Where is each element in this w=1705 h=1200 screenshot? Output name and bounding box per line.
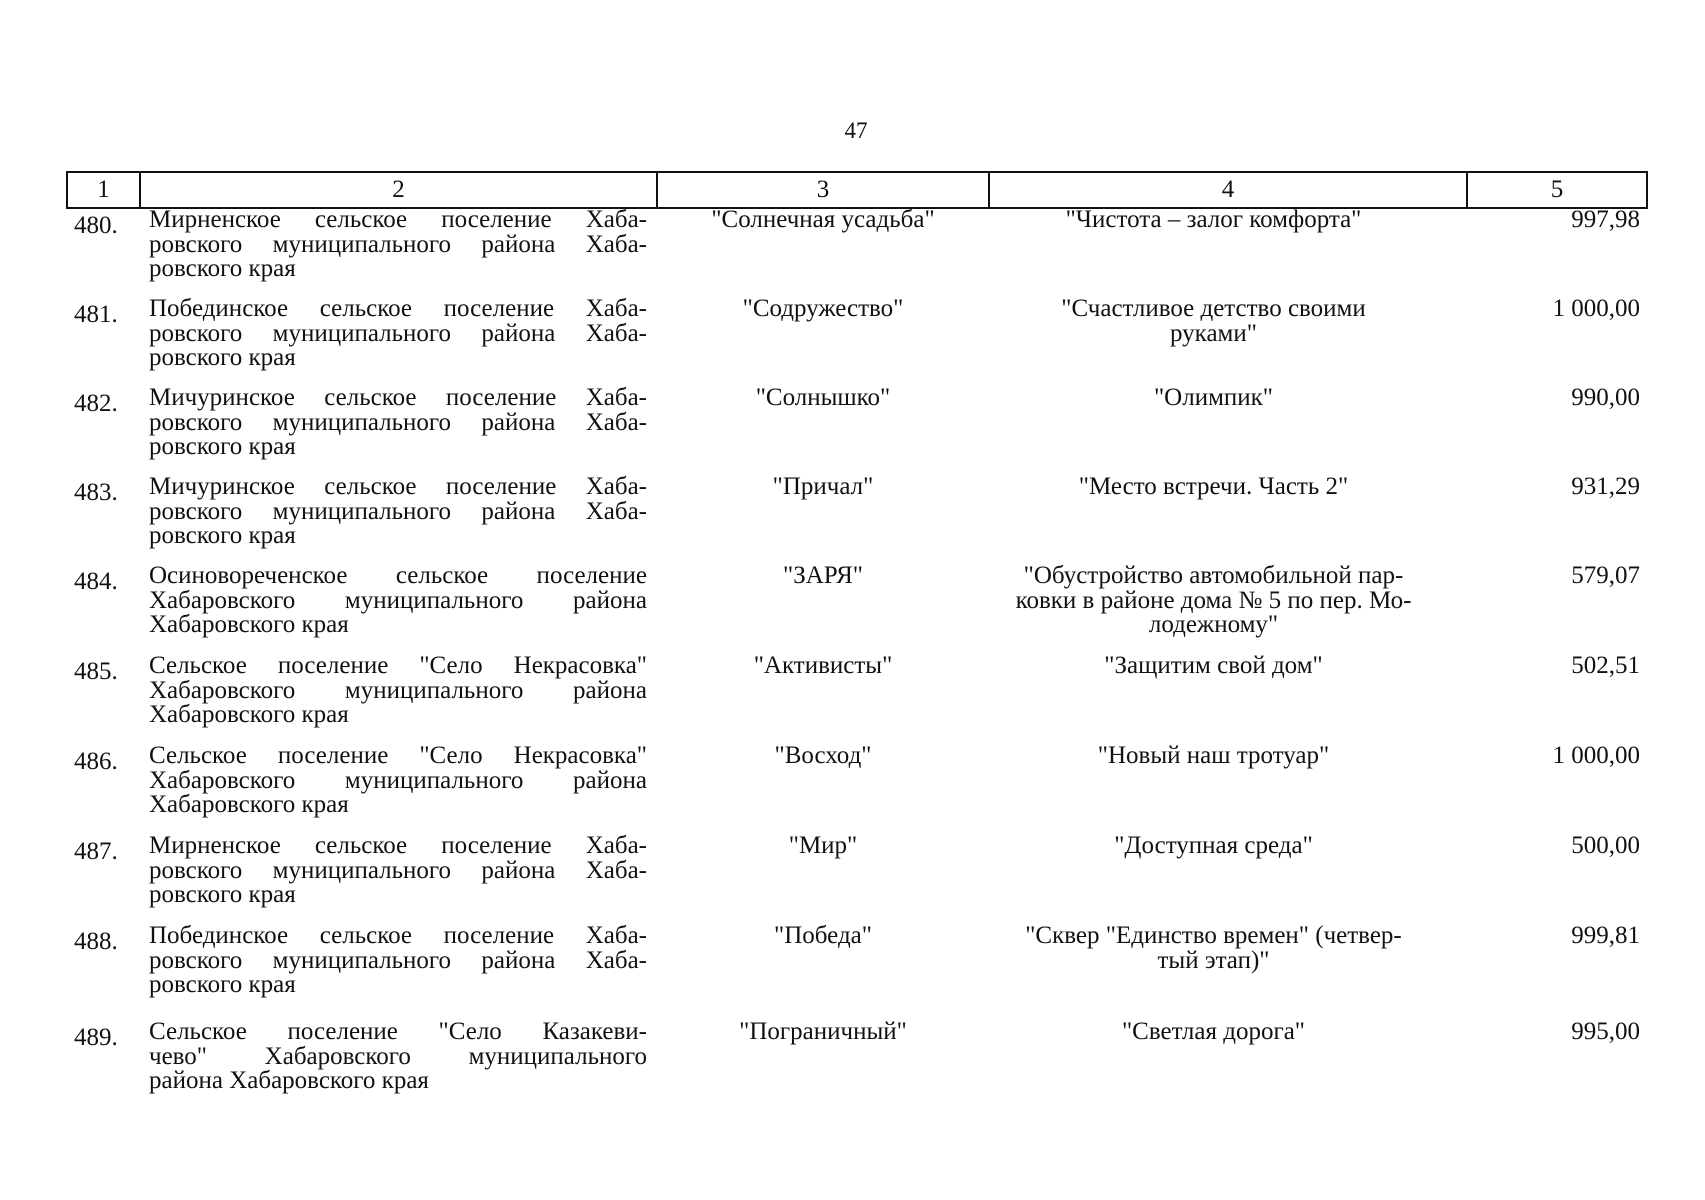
settlement-name-line: ровского края [149,344,296,371]
project-name [991,475,1436,500]
settlement-name-line: ровского муниципального района Хаба- [149,856,647,884]
header-col-2: 2 [139,173,656,207]
initiative-group: "Восход" [774,742,872,769]
row-number: 483. [74,479,118,506]
settlement-name [149,924,647,998]
amount: 990,00 [1571,384,1640,411]
settlement-name-line: ровского края [149,971,296,998]
settlement-name-line: ровского края [149,522,296,549]
settlement-name-line: Хабаровского муниципального района [149,766,647,794]
initiative-group: "Активисты" [753,652,893,679]
settlement-name-line: чево" Хабаровского муниципального [149,1042,647,1070]
initiative-group: "Солнечная усадьба" [711,206,935,233]
table-row [66,1020,1646,1100]
settlement-name-line: Мичуринское сельское поселение Хаба- [149,384,647,411]
project-name [991,834,1436,859]
settlement-name-line: Хабаровского муниципального района [149,586,647,614]
row-number: 488. [74,928,118,955]
initiative-group: "Пограничный" [739,1018,907,1045]
project-name-line: "Место встречи. Часть 2" [1078,473,1349,500]
settlement-name-line: ровского муниципального района Хаба- [149,946,647,974]
settlement-name [149,744,647,818]
settlement-name-line: Сельское поселение "Село Казакеви- [149,1018,647,1045]
table-row [66,654,1646,734]
settlement-name-line: ровского муниципального района Хаба- [149,408,647,436]
project-name-line: "Доступная среда" [1114,832,1313,859]
project-name [991,564,1436,638]
settlement-name-line: района Хабаровского края [149,1067,429,1094]
amount: 1 000,00 [1552,742,1640,769]
row-number: 480. [74,212,118,239]
page-number: 47 [844,118,868,143]
settlement-name-line: Хабаровского края [149,611,349,638]
amount: 999,81 [1571,922,1640,949]
project-name [991,654,1436,679]
project-name-line: "Сквер "Единство времен" (четвер- [1025,922,1402,949]
project-name-line: лодежному" [1148,611,1279,638]
amount: 502,51 [1571,652,1640,679]
settlement-name [149,475,647,549]
settlement-name-line: Хабаровского края [149,701,349,728]
settlement-name-line: ровского муниципального района Хаба- [149,319,647,347]
row-number: 484. [74,568,118,595]
amount: 995,00 [1571,1018,1640,1045]
project-name-line: "Чистота – залог комфорта" [1065,206,1362,233]
settlement-name [149,208,647,282]
initiative-group: "Содружество" [742,295,904,322]
amount: 931,29 [1571,473,1640,500]
project-name-line: ковки в районе дома № 5 по пер. Мо- [1015,586,1412,614]
row-number: 489. [74,1024,118,1051]
settlement-name-line: Хабаровского муниципального района [149,676,647,704]
settlement-name-line: ровского муниципального района Хаба- [149,230,647,258]
settlement-name-line: Побединское сельское поселение Хаба- [149,922,647,949]
table-header [66,171,1648,209]
settlement-name-line: Мирненское сельское поселение Хаба- [149,832,647,859]
table-row [66,924,1646,1004]
amount: 579,07 [1571,562,1640,589]
row-number: 482. [74,390,118,417]
project-name [991,924,1436,973]
project-name [991,744,1436,769]
settlement-name [149,1020,647,1094]
project-name-line: "Светлая дорога" [1121,1018,1306,1045]
header-col-5: 5 [1466,173,1646,207]
initiative-group: "Победа" [774,922,872,949]
settlement-name [149,564,647,638]
row-number: 485. [74,658,118,685]
settlement-name-line: Мичуринское сельское поселение Хаба- [149,473,647,500]
settlement-name-line: ровского края [149,433,296,460]
initiative-group: "Причал" [772,473,874,500]
project-name-line: "Счастливое детство своими [1061,295,1366,322]
settlement-name-line: Сельское поселение "Село Некрасовка" [149,742,647,769]
row-number: 481. [74,301,118,328]
settlement-name [149,654,647,728]
amount: 997,98 [1571,206,1640,233]
settlement-name-line: Мирненское сельское поселение Хаба- [149,206,647,233]
project-name-line: "Олимпик" [1153,384,1274,411]
row-number: 487. [74,838,118,865]
project-name-line: руками" [1170,319,1257,347]
amount: 1 000,00 [1552,295,1640,322]
table-row [66,475,1646,555]
header-col-4: 4 [988,173,1466,207]
table-row [66,208,1646,288]
settlement-name-line: Сельское поселение "Село Некрасовка" [149,652,647,679]
project-name [991,297,1436,346]
settlement-name-line: ровского края [149,881,296,908]
settlement-name [149,297,647,371]
project-name-line: "Обустройство автомобильной пар- [1023,562,1404,589]
project-name [991,208,1436,233]
table-row [66,564,1646,644]
settlement-name [149,386,647,460]
table-row [66,744,1646,824]
settlement-name-line: Побединское сельское поселение Хаба- [149,295,647,322]
project-name-line: тый этап)" [1157,946,1270,974]
header-col-3: 3 [656,173,988,207]
settlement-name [149,834,647,908]
table-row [66,386,1646,466]
project-name [991,1020,1436,1045]
header-col-1: 1 [97,176,110,203]
row-number: 486. [74,748,118,775]
table-row [66,297,1646,377]
initiative-group: "ЗАРЯ" [783,562,863,589]
settlement-name-line: ровского муниципального района Хаба- [149,497,647,525]
project-name [991,386,1436,411]
initiative-group: "Мир" [788,832,858,859]
project-name-line: "Защитим свой дом" [1104,652,1323,679]
table-row [66,834,1646,914]
amount: 500,00 [1571,832,1640,859]
settlement-name-line: ровского края [149,255,296,282]
settlement-name-line: Хабаровского края [149,791,349,818]
settlement-name-line: Осиновореченское сельское поселение [149,562,647,589]
initiative-group: "Солнышко" [755,384,891,411]
project-name-line: "Новый наш тротуар" [1097,742,1330,769]
